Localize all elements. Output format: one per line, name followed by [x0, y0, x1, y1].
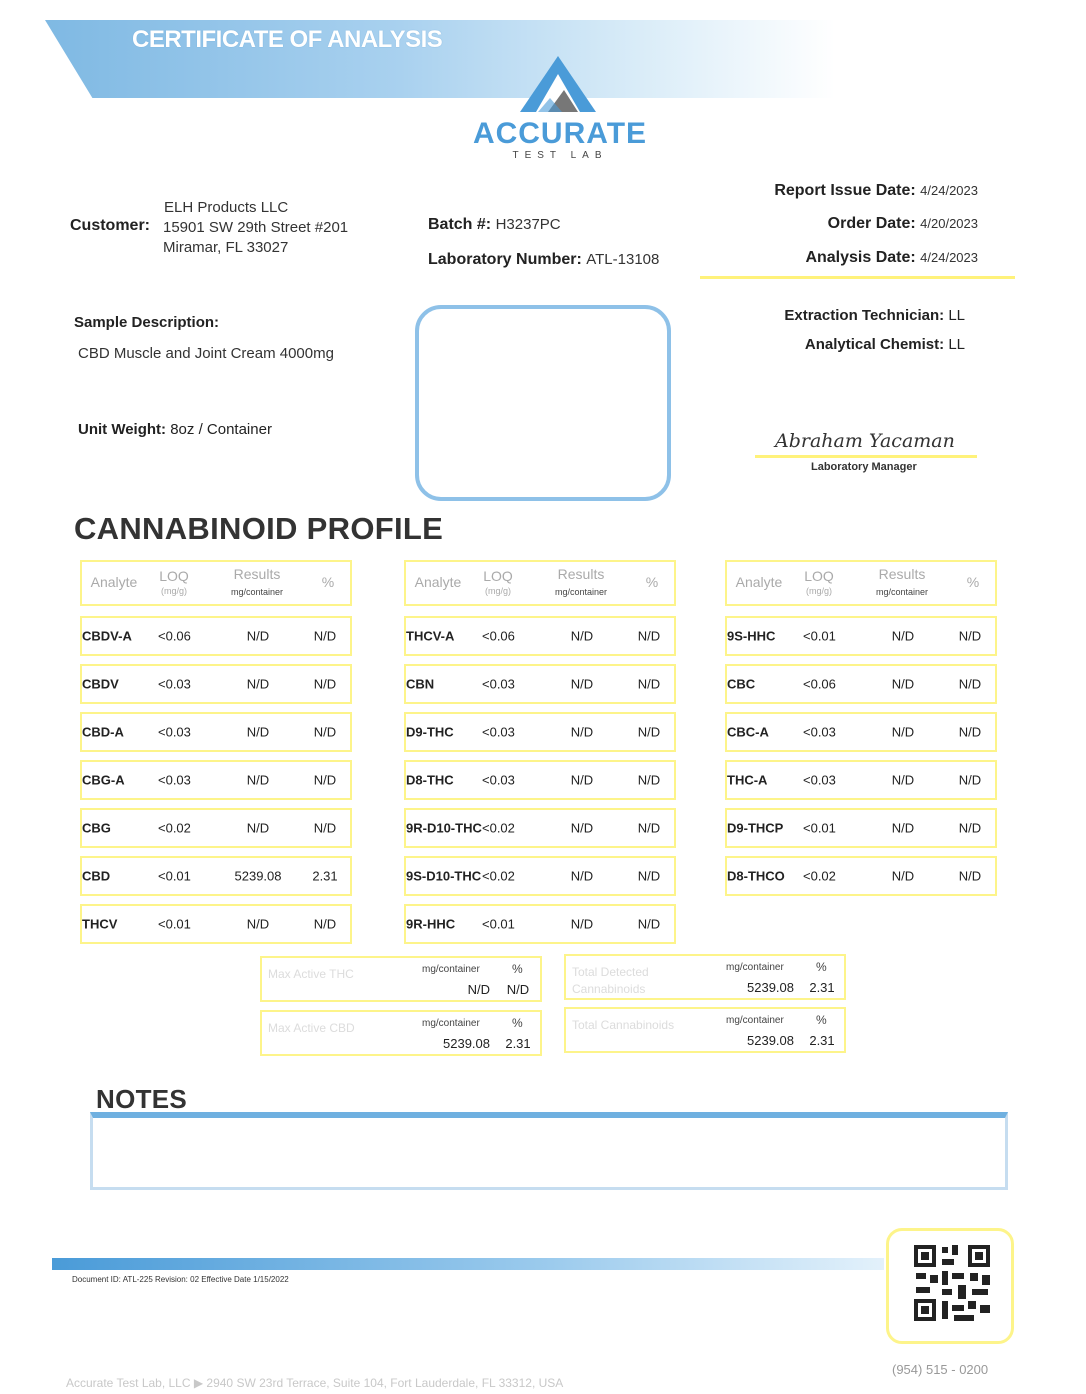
percent-value: N/D — [313, 628, 337, 644]
header-loq-unit: (mg/g) — [805, 586, 832, 596]
percent-value: N/D — [637, 820, 661, 836]
loq-value: <0.02 — [803, 868, 836, 884]
result-value: N/D — [570, 724, 594, 740]
result-value: N/D — [570, 868, 594, 884]
loq-value: <0.03 — [158, 772, 191, 788]
header-pct: % — [966, 574, 980, 590]
analysis-date-label: Analysis Date: — [805, 249, 916, 266]
cannabinoid-profile-title: CANNABINOID PROFILE — [74, 511, 444, 546]
analyte-name: 9S-HHC — [727, 628, 776, 644]
dates-divider — [700, 276, 1015, 279]
batch-field — [428, 216, 561, 234]
order-date-value: 4/20/2023 — [920, 216, 978, 231]
logo-subtitle: TEST LAB — [512, 150, 608, 161]
percent-value: N/D — [637, 628, 661, 644]
header-results-unit: mg/container — [230, 587, 284, 597]
percent-value: N/D — [637, 772, 661, 788]
analyte-name: CBG-A — [82, 772, 125, 788]
percent-value: N/D — [637, 676, 661, 692]
header-results-unit: mg/container — [554, 587, 608, 597]
percent-value: N/D — [958, 868, 982, 884]
loq-value: <0.06 — [158, 628, 191, 644]
result-value: N/D — [570, 676, 594, 692]
analyte-name: 9S-D10-THC — [406, 868, 482, 884]
order-date-label: Order Date: — [827, 215, 916, 232]
header-loq: LOQ — [159, 568, 189, 584]
table-row — [725, 808, 997, 848]
unit-weight-label: Unit Weight: — [78, 421, 167, 438]
table-row — [80, 760, 352, 800]
header-pct: % — [645, 574, 659, 590]
loq-value: <0.03 — [803, 772, 836, 788]
table-row — [725, 712, 997, 752]
sample-photo-frame — [415, 305, 671, 501]
summary-pct-label: % — [512, 1016, 523, 1030]
loq-value: <0.03 — [803, 724, 836, 740]
header-results: Results — [233, 566, 281, 582]
table-row — [725, 856, 997, 896]
analyte-name: CBC-A — [727, 724, 769, 740]
summary-label: Max Active CBD — [268, 1021, 355, 1035]
result-value: N/D — [570, 916, 594, 932]
summary-pct-label: % — [816, 960, 827, 974]
header-results: Results — [557, 566, 605, 582]
analyte-name: D8-THCO — [727, 868, 785, 884]
summary-pct-value: N/D — [506, 982, 530, 997]
result-value: N/D — [891, 772, 915, 788]
customer-label: Customer: — [70, 217, 151, 234]
report-issue-label: Report Issue Date: — [774, 182, 916, 199]
loq-value: <0.01 — [482, 916, 515, 932]
analyte-name: CBG — [82, 820, 111, 836]
analyte-name: 9R-D10-THC — [406, 820, 482, 836]
document-id: Document ID: ATL-225 Revision: 02 Effective Date 1/15/2022 — [72, 1275, 289, 1284]
result-value: 5239.08 — [234, 868, 282, 884]
table-header — [404, 560, 676, 606]
result-value: N/D — [891, 868, 915, 884]
batch-value: H3237PC — [495, 216, 561, 233]
summary-pct-value: 2.31 — [505, 1036, 531, 1051]
logo-name: ACCURATE — [472, 117, 648, 150]
table-row — [404, 808, 676, 848]
summary-pct-value: 2.31 — [809, 1033, 835, 1048]
analyte-name: CBD — [82, 868, 111, 884]
loq-value: <0.06 — [803, 676, 836, 692]
table-header — [80, 560, 352, 606]
result-value: N/D — [570, 628, 594, 644]
sample-description: CBD Muscle and Joint Cream 4000mg — [78, 345, 334, 362]
result-value: N/D — [891, 724, 915, 740]
summary-value: 5239.08 — [747, 980, 794, 995]
analyte-name: 9R-HHC — [406, 916, 456, 932]
analysis-date-value: 4/24/2023 — [920, 250, 978, 265]
summary-unit: mg/container — [422, 964, 480, 975]
summary-value: 5239.08 — [747, 1033, 794, 1048]
loq-value: <0.03 — [158, 724, 191, 740]
header-analyte: Analyte — [90, 574, 138, 590]
percent-value: N/D — [958, 820, 982, 836]
extraction-value: LL — [948, 307, 965, 324]
qr-code-icon[interactable] — [912, 1243, 992, 1323]
table-row — [80, 712, 352, 752]
summary-total-cannabinoids — [564, 1007, 846, 1053]
result-value: N/D — [891, 628, 915, 644]
percent-value: N/D — [313, 772, 337, 788]
summary-unit: mg/container — [422, 1018, 480, 1029]
summary-pct-value: 2.31 — [809, 980, 835, 995]
summary-label: Total Cannabinoids — [572, 1018, 675, 1032]
table-header — [725, 560, 997, 606]
percent-value: N/D — [637, 916, 661, 932]
result-value: N/D — [246, 772, 270, 788]
manager-signature: Abraham Yacaman — [775, 430, 955, 452]
summary-unit: mg/container — [726, 962, 784, 973]
result-value: N/D — [570, 772, 594, 788]
percent-value: N/D — [637, 868, 661, 884]
table-row — [80, 616, 352, 656]
result-value: N/D — [246, 676, 270, 692]
header-loq-unit: (mg/g) — [160, 586, 187, 596]
batch-label: Batch #: — [428, 216, 492, 233]
percent-value: N/D — [958, 772, 982, 788]
notes-box — [90, 1112, 1008, 1190]
analyte-name: CBDV-A — [82, 628, 132, 644]
report-issue-value: 4/24/2023 — [920, 183, 978, 198]
analyte-name: CBDV — [82, 676, 119, 692]
header-results-unit: mg/container — [875, 587, 929, 597]
header-analyte: Analyte — [414, 574, 462, 590]
table-row — [404, 664, 676, 704]
lab-number-label: Laboratory Number: — [428, 251, 582, 268]
analysis-date — [805, 249, 978, 267]
loq-value: <0.06 — [482, 628, 515, 644]
summary-value: 5239.08 — [443, 1036, 490, 1051]
analyte-name: D9-THC — [406, 724, 454, 740]
analytical-chemist — [805, 336, 965, 353]
percent-value: N/D — [958, 724, 982, 740]
table-row — [404, 616, 676, 656]
table-row — [80, 904, 352, 944]
chemist-value: LL — [948, 336, 965, 353]
table-row — [725, 664, 997, 704]
extraction-label: Extraction Technician: — [784, 307, 945, 324]
manager-title: Laboratory Manager — [811, 461, 917, 473]
extraction-technician — [784, 307, 965, 324]
analyte-name: THCV-A — [406, 628, 455, 644]
unit-weight-value: 8oz / Container — [170, 421, 272, 438]
table-row — [80, 808, 352, 848]
table-row — [80, 856, 352, 896]
loq-value: <0.03 — [158, 676, 191, 692]
result-value: N/D — [246, 724, 270, 740]
chemist-label: Analytical Chemist: — [804, 336, 945, 353]
lab-number-field — [428, 251, 659, 269]
table-row — [404, 856, 676, 896]
percent-value: N/D — [958, 676, 982, 692]
company-address: Accurate Test Lab, LLC ▶ 2940 SW 23rd Terrace, Suite 104, Fort Lauderdale, FL 33312, USA — [66, 1376, 564, 1390]
sample-description-label: Sample Description: — [74, 314, 220, 331]
percent-value: N/D — [958, 628, 982, 644]
result-value: N/D — [246, 628, 270, 644]
customer-name: ELH Products LLC — [164, 199, 289, 216]
loq-value: <0.01 — [803, 820, 836, 836]
accurate-logo-icon — [518, 54, 598, 114]
result-value: N/D — [246, 916, 270, 932]
analyte-name: D9-THCP — [727, 820, 784, 836]
percent-value: N/D — [637, 724, 661, 740]
report-issue-date — [774, 182, 978, 200]
analyte-name: D8-THC — [406, 772, 454, 788]
table-row — [404, 712, 676, 752]
header-loq: LOQ — [804, 568, 834, 584]
result-value: N/D — [570, 820, 594, 836]
lab-number-value: ATL-13108 — [586, 251, 660, 268]
summary-pct-label: % — [816, 1013, 827, 1027]
loq-value: <0.03 — [482, 724, 515, 740]
summary-value: N/D — [467, 982, 490, 997]
customer-address-1: 15901 SW 29th Street #201 — [163, 219, 349, 236]
company-phone: (954) 515 - 0200 — [892, 1362, 989, 1377]
header-analyte: Analyte — [735, 574, 783, 590]
analyte-name: THCV — [82, 916, 118, 932]
summary-label: Total Detected Cannabinoids — [572, 965, 649, 996]
table-row — [404, 760, 676, 800]
result-value: N/D — [891, 820, 915, 836]
loq-value: <0.02 — [158, 820, 191, 836]
summary-label: Max Active THC — [268, 967, 354, 981]
summary-max-active-cbd — [260, 1010, 542, 1056]
unit-weight — [78, 421, 272, 438]
result-value: N/D — [891, 676, 915, 692]
percent-value: N/D — [313, 820, 337, 836]
notes-title: NOTES — [96, 1084, 188, 1114]
loq-value: <0.01 — [158, 916, 191, 932]
loq-value: <0.01 — [158, 868, 191, 884]
analyte-name: CBN — [406, 676, 435, 692]
loq-value: <0.02 — [482, 868, 515, 884]
loq-value: <0.03 — [482, 772, 515, 788]
summary-pct-label: % — [512, 962, 523, 976]
banner-title: CERTIFICATE OF ANALYSIS — [132, 26, 443, 53]
table-row — [80, 664, 352, 704]
percent-value: 2.31 — [312, 868, 338, 884]
loq-value: <0.03 — [482, 676, 515, 692]
loq-value: <0.02 — [482, 820, 515, 836]
footer-bar — [52, 1258, 884, 1270]
order-date — [828, 215, 978, 233]
percent-value: N/D — [313, 676, 337, 692]
table-row — [725, 616, 997, 656]
table-row — [725, 760, 997, 800]
analyte-name: CBC — [727, 676, 756, 692]
summary-max-active-thc — [260, 956, 542, 1002]
table-row — [404, 904, 676, 944]
analyte-name: CBD-A — [82, 724, 124, 740]
signature-line — [755, 455, 977, 458]
result-value: N/D — [246, 820, 270, 836]
percent-value: N/D — [313, 724, 337, 740]
customer-address-2: Miramar, FL 33027 — [163, 239, 289, 256]
analyte-name: THC-A — [727, 772, 768, 788]
summary-total-detected — [564, 954, 846, 1000]
loq-value: <0.01 — [803, 628, 836, 644]
header-loq-unit: (mg/g) — [484, 586, 511, 596]
summary-unit: mg/container — [726, 1015, 784, 1026]
header-loq: LOQ — [483, 568, 513, 584]
header-pct: % — [321, 574, 335, 590]
percent-value: N/D — [313, 916, 337, 932]
header-results: Results — [878, 566, 926, 582]
